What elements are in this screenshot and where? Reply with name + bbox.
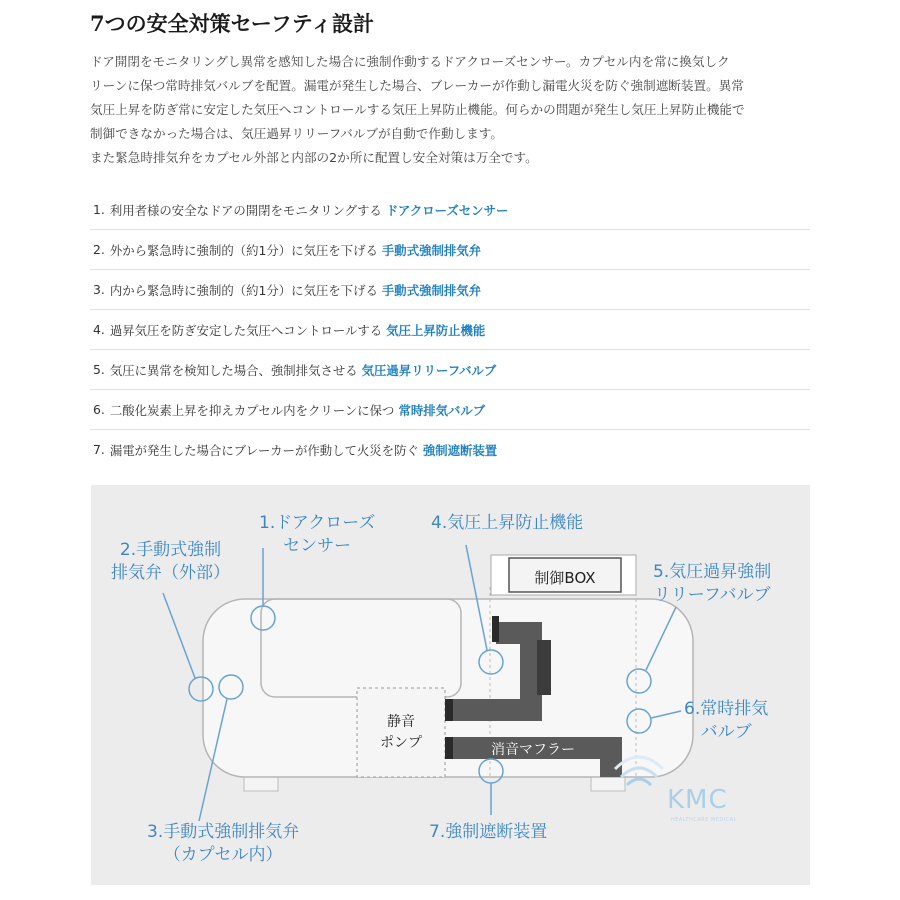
label-line: 4.気圧上昇防止機能 — [431, 513, 584, 533]
feature-text: 利用者様の安全なドアの開閉をモニタリングする — [109, 202, 382, 218]
pump-label-1: 静音 — [387, 714, 415, 730]
intro-line: ドア開閉をモニタリングし異常を感知した場合に強制作動するドアクローズセンサー。カプセル内を常に換気しク — [90, 54, 730, 69]
label-line: リリーフバルブ — [653, 585, 771, 605]
feature-item — [90, 310, 810, 350]
feature-highlight: ドアクローズセンサー — [385, 202, 509, 218]
label-line: センサー — [283, 536, 352, 556]
intro-text — [90, 50, 815, 170]
feature-number: 3. — [93, 282, 105, 297]
feature-text: 内から緊急時に強制的（約1分）に気圧を下げる — [109, 282, 378, 298]
feature-highlight: 気圧過昇リリーフバルブ — [361, 362, 497, 378]
feature-number: 2. — [93, 242, 105, 257]
feature-highlight: 気圧上昇防止機能 — [386, 322, 486, 338]
pump-label-2: ポンプ — [380, 735, 422, 751]
pipe-joint — [445, 737, 453, 759]
label-internal-valve — [147, 821, 299, 867]
feature-item — [90, 270, 810, 310]
feature-highlight: 手動式強制排気弁 — [381, 282, 482, 298]
intro-line: また緊急時排気弁をカプセル外部と内部の2か所に配置し安全対策は万全です。 — [90, 150, 538, 165]
label-exhaust-valve — [684, 698, 768, 744]
label-line: 排気弁（外部） — [111, 563, 230, 583]
label-pressure-control — [431, 512, 583, 535]
feature-item — [90, 190, 810, 230]
label-line: 3.手動式強制排気弁 — [147, 822, 300, 842]
label-line: 2.手動式強制 — [119, 540, 222, 560]
intro-line: 制御できなかった場合は、気圧過昇リリーフバルブが自動で作動します。 — [90, 126, 503, 141]
label-breaker — [429, 821, 547, 844]
feature-number: 4. — [93, 322, 105, 337]
feature-text: 漏電が発生した場合にブレーカーが作動して火災を防ぐ — [109, 442, 419, 458]
label-line: バルブ — [700, 722, 752, 742]
control-box-label: 制御BOX — [534, 569, 596, 587]
watermark-subtext: HEALTHCARE MEDICAL — [671, 817, 737, 823]
label-external-valve — [111, 539, 230, 585]
watermark-arc — [627, 779, 651, 785]
watermark-logo: KMC — [667, 785, 728, 815]
feature-text: 過昇気圧を防ぎ安定した気圧へコントロールする — [109, 322, 383, 338]
label-line: 1.ドアクローズ — [259, 513, 376, 533]
feature-item — [90, 430, 810, 469]
label-line: 7.強制遮断装置 — [429, 822, 548, 842]
muffler-label: 消音マフラー — [491, 742, 575, 758]
feature-highlight: 強制遮断装置 — [422, 442, 498, 458]
capsule-diagram — [91, 485, 810, 885]
feature-number: 6. — [93, 402, 105, 417]
feature-item — [90, 390, 810, 430]
page-title: 7つの安全対策セーフティ設計 — [90, 11, 375, 36]
label-door-sensor — [259, 512, 375, 558]
label-line: （カプセル内） — [163, 845, 283, 865]
feature-highlight: 手動式強制排気弁 — [381, 242, 482, 258]
feature-text: 気圧に異常を検知した場合、強制排気させる — [109, 362, 358, 378]
intro-line: リーンに保つ常時排気バルブを配置。漏電が発生した場合、ブレーカーが作動し漏電火災を防ぐ強制遮断装置。異常 — [90, 78, 744, 93]
pipe-joint — [445, 699, 453, 721]
feature-text: 二酸化炭素上昇を抑えカプセル内をクリーンに保つ — [109, 402, 395, 418]
feature-item — [90, 230, 810, 270]
feature-number: 5. — [93, 362, 105, 377]
intro-line: 気圧上昇を防ぎ常に安定した気圧へコントロールする気圧上昇防止機能。何らかの問題が発生し気圧上昇防止機能で — [90, 102, 745, 117]
leader-line — [163, 593, 195, 678]
feature-text: 外から緊急時に強制的（約1分）に気圧を下げる — [109, 242, 378, 258]
pipe-joint — [492, 616, 499, 642]
feature-number: 1. — [93, 202, 105, 217]
label-line: 6.常時排気 — [684, 699, 769, 719]
feature-list — [90, 190, 810, 469]
label-relief-valve — [653, 561, 771, 607]
feature-highlight: 常時排気バルブ — [398, 402, 486, 418]
feature-number: 7. — [93, 442, 105, 457]
pipe-joint — [537, 640, 551, 695]
label-line: 5.気圧過昇強制 — [653, 562, 772, 582]
feature-item — [90, 350, 810, 390]
